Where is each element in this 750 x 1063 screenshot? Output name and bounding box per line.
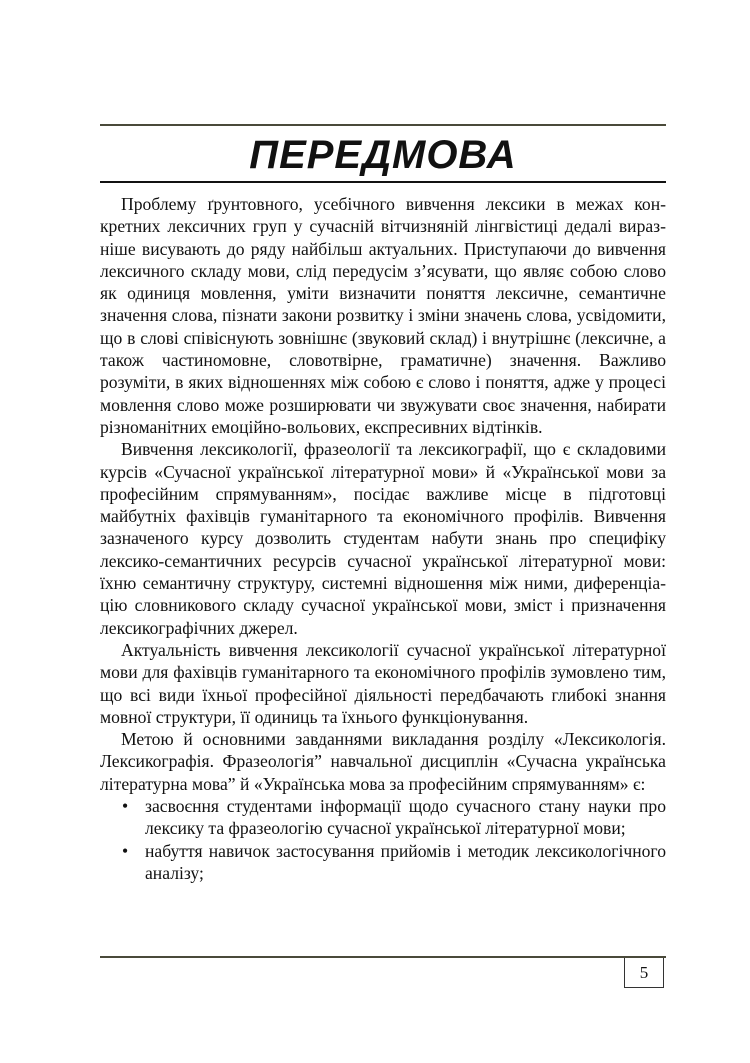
- page-number: 5: [624, 958, 664, 988]
- list-item: [100, 795, 666, 840]
- page-title: ПЕРЕДМОВА: [249, 133, 517, 177]
- paragraph: Метою й основними завданнями викладання розділу «Лексикологія. Лексикографія. Фразеологія” навчальної дисциплін «Сучасна українська літературна мова” й «Українська мова за професійним спрямуванням» є:: [100, 729, 666, 794]
- paragraph: Проблему ґрунтовного, усебічного вивчення лексики в межах конкретних лексичних груп у сучасній вітчизняній лінгвістиці дедалі виразніше висувають до ряду найбільш актуальних. Приступаючи до вивчення лексичного складу мови, слід передусім з’ясувати, що являє собою слово як одиниця мовлення, уміти визначити поняття лексичне, семантичне значення слова, пізнати закони розвитку і зміни значень слова, усвідомити, що в слові співіснують зовнішнє (звуковий склад) і внутрішнє (лексичне, а також частиномовне, словотвірне, граматичне) значення. Важливо розуміти, в яких відношеннях між собою є слово і поняття, адже у процесі мовлення слово може розширювати чи звужувати своє значення, набирати різноманітних емоційно-вольових, експресивних відтінків.: [100, 194, 666, 437]
- list-item-text: набуття навичок застосування прийомів і методик лексикологічного аналізу;: [145, 840, 666, 883]
- body-text: [100, 193, 666, 884]
- list-item: [100, 840, 666, 885]
- list-item-text: засвоєння студентами інформації щодо сучасного стану науки про лексику та фразеологію сучасної української літературної мови;: [145, 796, 666, 839]
- bullet-icon: •: [122, 840, 129, 861]
- bottom-rule: [100, 956, 666, 958]
- bullet-icon: •: [122, 796, 129, 817]
- title-rule: [100, 181, 666, 183]
- task-list: [100, 795, 666, 884]
- paragraph: Актуальність вивчення лексикології сучасної української літературної мови для фахівців гуманітарного та економічного профілів зумовлено тим, що всі види їхньої професійної діяльності передбачають глибокі знання мовної структури, її одиниць та їхнього функціонування.: [100, 639, 666, 727]
- paragraph: Вивчення лексикології, фразеології та лексикографії, що є складовими курсів «Сучасної української літературної мови» й «Української мови за професійним спрямуванням», посідає важливе місце в підготовці майбутніх фахівців гуманітарного та економічного профілів. Вивчення зазначеного курсу дозволить студентам набути знань про специфіку лексико-семантичних ресурсів сучасної української літературної мови: їхню семантичну структуру, системні відношення між ними, диференціацію словникового складу сучасної української мови, зміст і призначення лексикографічних джерел.: [100, 439, 666, 638]
